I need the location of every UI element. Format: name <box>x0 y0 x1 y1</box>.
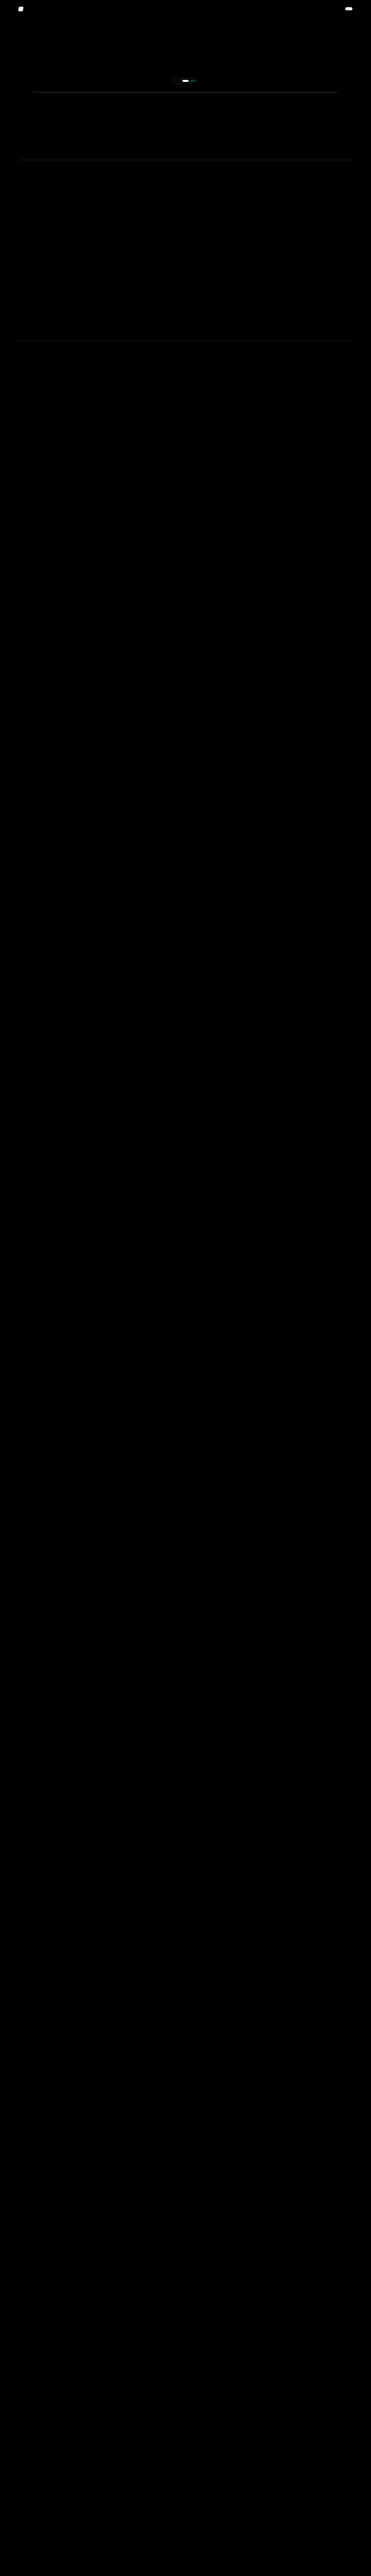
toggle-monthly[interactable] <box>175 80 181 82</box>
save-badge <box>190 80 196 82</box>
get-started-button[interactable] <box>345 7 352 10</box>
hero <box>0 18 371 54</box>
footer <box>19 341 352 363</box>
brand-logo[interactable] <box>19 7 25 11</box>
comparison-header <box>19 156 352 160</box>
top-nav <box>0 0 371 18</box>
plans-grid <box>33 92 338 93</box>
logo-icon <box>18 7 24 11</box>
comparison-table <box>19 156 352 160</box>
billing-toggle <box>174 78 197 83</box>
toggle-yearly[interactable] <box>182 80 189 82</box>
